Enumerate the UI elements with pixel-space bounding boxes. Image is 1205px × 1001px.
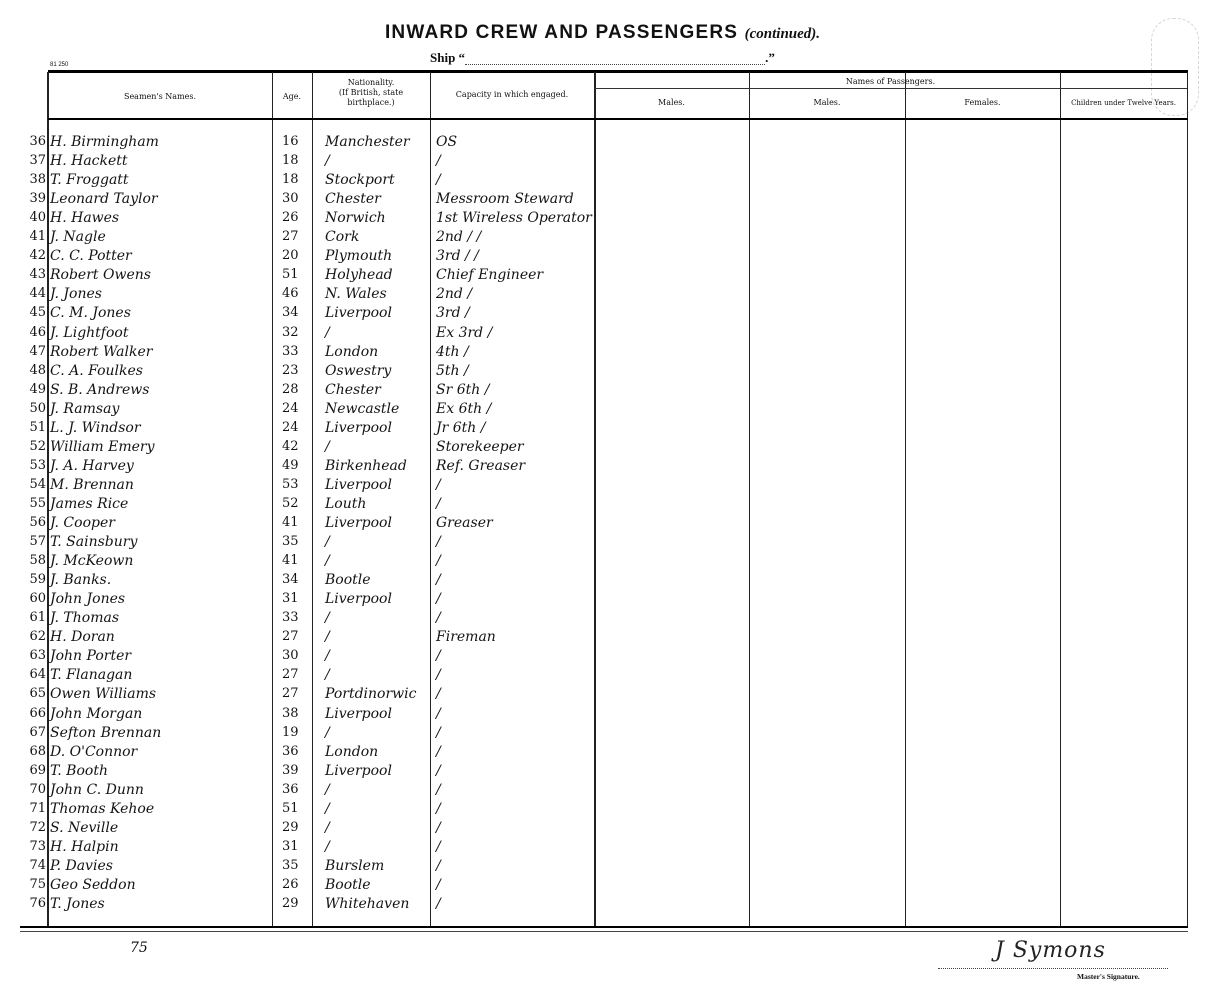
seaman-age: 32 [282, 324, 299, 340]
seaman-name: J. Thomas [50, 610, 120, 627]
seaman-age: 34 [282, 305, 299, 321]
bottom-rule [20, 926, 1188, 928]
seaman-name: S. B. Andrews [50, 381, 150, 398]
seaman-name: J. Banks. [50, 572, 112, 589]
table-row [20, 286, 600, 305]
seaman-age: 16 [282, 134, 299, 149]
seaman-nationality: / [325, 667, 330, 684]
seaman-capacity: Ex 3rd / [436, 324, 493, 341]
header-females: Females. [964, 98, 1001, 107]
seaman-nationality: Liverpool [325, 515, 392, 531]
seaman-name: John C. Dunn [50, 781, 144, 798]
table-row [20, 153, 600, 172]
signature-label: Master's Signature. [1077, 972, 1140, 981]
table-row [20, 648, 600, 667]
signature-line [938, 968, 1168, 969]
crew-number: 53 [29, 457, 46, 473]
seaman-age: 24 [282, 419, 299, 435]
seaman-name: J. Ramsay [50, 400, 120, 417]
seaman-name: H. Doran [50, 629, 115, 646]
seaman-nationality: Liverpool [325, 419, 392, 436]
title-text: INWARD CREW AND PASSENGERS [384, 22, 739, 43]
seaman-name: T. Jones [50, 896, 105, 912]
seaman-age: 27 [282, 229, 299, 245]
table-row [20, 667, 600, 686]
table-row [20, 820, 600, 839]
seaman-nationality: Oswestry [325, 362, 392, 379]
seaman-name: T. Froggatt [50, 172, 129, 189]
column-divider [905, 72, 906, 927]
seaman-age: 36 [282, 743, 299, 759]
seaman-capacity: / [436, 686, 441, 703]
seaman-name: L. J. Windsor [50, 419, 141, 436]
crew-number: 57 [29, 534, 46, 550]
seaman-name: H. Halpin [50, 838, 119, 855]
table-row [20, 706, 600, 725]
table-row [20, 534, 600, 553]
seaman-age: 27 [282, 629, 299, 645]
seaman-capacity: / [436, 495, 441, 512]
crew-number: 45 [29, 305, 46, 321]
seaman-nationality: / [325, 534, 330, 551]
seaman-nationality: Liverpool [325, 591, 392, 608]
seaman-capacity: Fireman [436, 629, 496, 646]
seaman-capacity: / [436, 610, 441, 627]
header-males-2: Males. [813, 98, 841, 107]
seaman-capacity: / [436, 800, 441, 817]
seaman-nationality: / [325, 553, 330, 570]
seaman-nationality: Holyhead [325, 267, 393, 284]
passengers-subrule [594, 88, 1187, 89]
seaman-nationality: / [325, 629, 330, 646]
table-row [20, 363, 600, 382]
seaman-nationality: Stockport [325, 172, 395, 189]
table-row [20, 458, 600, 477]
ship-name-blank [465, 54, 765, 65]
crew-number: 72 [29, 819, 46, 835]
crew-number: 40 [29, 210, 46, 226]
seaman-capacity: Sr 6th / [436, 381, 490, 398]
seaman-age: 30 [282, 191, 299, 207]
seaman-age: 52 [282, 495, 299, 511]
seaman-nationality: London [325, 743, 379, 760]
seaman-age: 34 [282, 572, 299, 588]
seaman-capacity: 3rd / / [436, 248, 479, 265]
seaman-age: 51 [282, 800, 299, 816]
table-row [20, 191, 600, 210]
crew-number: 76 [29, 896, 46, 911]
seaman-nationality: / [325, 438, 330, 455]
table-row [20, 629, 600, 648]
seaman-name: Robert Walker [50, 343, 153, 360]
column-divider [749, 72, 750, 927]
seaman-capacity: 2nd / / [436, 229, 482, 246]
seaman-nationality: Louth [325, 495, 367, 512]
header-age: Age. [282, 92, 302, 101]
crew-number: 36 [29, 134, 46, 149]
seaman-name: C. M. Jones [50, 305, 131, 322]
seaman-name: Geo Seddon [50, 876, 136, 893]
seaman-age: 18 [282, 153, 299, 169]
crew-number: 61 [29, 610, 46, 626]
seaman-age: 51 [282, 267, 299, 283]
table-row [20, 305, 600, 324]
header-passengers: Names of Passengers. [845, 77, 936, 86]
seaman-nationality: / [325, 153, 330, 170]
seaman-nationality: Newcastle [325, 400, 400, 417]
crew-number: 69 [29, 762, 46, 778]
table-row [20, 134, 600, 153]
seaman-capacity: / [436, 553, 441, 570]
crew-number: 64 [29, 667, 46, 683]
table-row [20, 572, 600, 591]
seaman-capacity: Greaser [436, 515, 493, 531]
seaman-name: Owen Williams [50, 686, 157, 703]
table-row [20, 896, 600, 915]
seaman-age: 41 [282, 515, 299, 530]
table-row [20, 877, 600, 896]
crew-number: 68 [29, 743, 46, 759]
seaman-capacity: / [436, 572, 441, 589]
seaman-age: 30 [282, 648, 299, 664]
table-row [20, 686, 600, 705]
seaman-age: 31 [282, 591, 299, 607]
header-capacity: Capacity in which engaged. [455, 90, 569, 99]
seaman-name: P. Davies [50, 857, 113, 874]
seaman-nationality: / [325, 610, 330, 627]
table-row [20, 515, 600, 534]
seaman-nationality: Burslem [325, 857, 385, 874]
seaman-capacity: Ref. Greaser [436, 457, 526, 474]
seaman-age: 38 [282, 705, 299, 721]
seaman-name: J. Cooper [50, 515, 115, 531]
seaman-name: D. O'Connor [50, 743, 138, 760]
seaman-nationality: Liverpool [325, 705, 392, 722]
seaman-capacity: / [436, 705, 441, 722]
seaman-age: 39 [282, 762, 299, 778]
seaman-name: J. Jones [50, 286, 102, 303]
seaman-nationality: Whitehaven [325, 896, 410, 912]
crew-number: 48 [29, 362, 46, 378]
seaman-age: 35 [282, 534, 299, 550]
table-row [20, 725, 600, 744]
seaman-nationality: Bootle [325, 876, 371, 893]
seaman-capacity: 5th / [436, 362, 469, 379]
seaman-age: 24 [282, 400, 299, 416]
seaman-age: 31 [282, 838, 299, 854]
crew-number: 71 [29, 800, 46, 816]
table-row [20, 744, 600, 763]
table-row [20, 248, 600, 267]
seaman-age: 49 [282, 457, 299, 473]
seaman-name: J. McKeown [50, 553, 134, 570]
seaman-age: 19 [282, 724, 299, 740]
seaman-nationality: / [325, 819, 330, 836]
seaman-age: 33 [282, 610, 299, 626]
header-rule [48, 118, 1188, 120]
header-males-1: Males. [658, 98, 685, 107]
table-row [20, 496, 600, 515]
seaman-capacity: / [436, 743, 441, 760]
table-row [20, 763, 600, 782]
seaman-name: T. Sainsbury [50, 534, 138, 551]
seaman-nationality: Liverpool [325, 762, 392, 779]
nationality-note-2: birthplace.) [347, 98, 395, 107]
seaman-capacity: / [436, 534, 441, 551]
crew-number: 73 [29, 838, 46, 854]
seaman-name: H. Hackett [50, 153, 128, 170]
crew-number: 44 [29, 286, 46, 302]
seaman-name: John Jones [50, 591, 126, 608]
seaman-capacity: / [436, 153, 441, 170]
seaman-name: H. Hawes [50, 210, 120, 227]
crew-number: 38 [29, 172, 46, 188]
seaman-capacity: / [436, 819, 441, 836]
seaman-capacity: Ex 6th / [436, 400, 492, 417]
table-row [20, 782, 600, 801]
seaman-name: John Morgan [50, 705, 143, 722]
nationality-note-1: (If British, state [338, 88, 404, 97]
seaman-name: C. A. Foulkes [50, 362, 143, 379]
seaman-capacity: / [436, 648, 441, 665]
seaman-age: 53 [282, 476, 299, 492]
page-title [0, 22, 1205, 44]
crew-number: 75 [29, 876, 46, 892]
table-row [20, 210, 600, 229]
seaman-age: 23 [282, 362, 299, 378]
ship-label: Ship “ [430, 50, 466, 65]
crew-number: 63 [29, 648, 46, 664]
crew-number: 52 [29, 438, 46, 454]
seaman-age: 27 [282, 667, 299, 683]
crew-number: 70 [29, 781, 46, 797]
seaman-name: J. A. Harvey [50, 457, 134, 474]
seaman-name: Robert Owens [50, 267, 151, 284]
top-rule [48, 70, 1188, 73]
seaman-nationality: Chester [325, 381, 381, 398]
nationality-label: Nationality. [347, 78, 395, 87]
crew-number: 66 [29, 705, 46, 721]
table-row [20, 325, 600, 344]
seaman-age: 28 [282, 381, 299, 397]
seaman-nationality: Birkenhead [325, 457, 407, 474]
seaman-nationality: Liverpool [325, 305, 392, 322]
table-row [20, 591, 600, 610]
ship-line [430, 50, 775, 66]
seaman-nationality: Portdinorwic [325, 686, 417, 703]
crew-number: 42 [29, 248, 46, 264]
seaman-nationality: Manchester [325, 134, 410, 150]
crew-number: 50 [29, 400, 46, 416]
seaman-capacity: / [436, 172, 441, 189]
seaman-name: William Emery [50, 438, 155, 455]
seaman-age: 26 [282, 876, 299, 892]
seaman-capacity: / [436, 476, 441, 493]
seaman-capacity: 1st Wireless Operator [436, 210, 592, 227]
seaman-nationality: / [325, 800, 330, 817]
seaman-age: 18 [282, 172, 299, 188]
seaman-name: S. Neville [50, 819, 119, 836]
seaman-name: Thomas Kehoe [50, 800, 155, 817]
table-row [20, 477, 600, 496]
seaman-capacity: 3rd / [436, 305, 470, 322]
seaman-capacity: OS [436, 134, 458, 150]
table-row [20, 839, 600, 858]
seaman-age: 36 [282, 781, 299, 797]
header-children: Children under Twelve Years. [1071, 99, 1176, 107]
crew-number: 55 [29, 495, 46, 511]
master-signature: J Symons [995, 938, 1106, 963]
seaman-name: T. Flanagan [50, 667, 133, 684]
seaman-capacity: 4th / [436, 343, 469, 360]
crew-number: 47 [29, 343, 46, 359]
seaman-age: 42 [282, 438, 299, 454]
seaman-name: H. Birmingham [50, 134, 159, 150]
table-row [20, 801, 600, 820]
crew-number: 74 [29, 857, 46, 873]
seaman-capacity: / [436, 724, 441, 741]
column-divider [1060, 72, 1061, 927]
crew-number: 49 [29, 381, 46, 397]
seaman-nationality: Liverpool [325, 476, 392, 493]
seaman-age: 33 [282, 343, 299, 359]
ship-end: .” [765, 50, 775, 65]
table-row [20, 172, 600, 191]
crew-number: 59 [29, 572, 46, 588]
crew-tally: 75 [130, 940, 148, 956]
seaman-nationality: Norwich [325, 210, 386, 227]
seaman-capacity: Jr 6th / [436, 419, 486, 436]
column-divider [1187, 72, 1188, 927]
seaman-capacity: / [436, 876, 441, 893]
seaman-capacity: Storekeeper [436, 438, 524, 455]
crew-number: 43 [29, 267, 46, 283]
seaman-nationality: / [325, 324, 330, 341]
seaman-name: C. C. Potter [50, 248, 132, 265]
seaman-capacity: / [436, 591, 441, 608]
table-row [20, 553, 600, 572]
seaman-nationality: / [325, 781, 330, 798]
seaman-nationality: / [325, 838, 330, 855]
crew-number: 37 [29, 153, 46, 169]
crew-number: 58 [29, 553, 46, 569]
seaman-name: T. Booth [50, 762, 108, 779]
seaman-age: 41 [282, 553, 299, 569]
seaman-name: John Porter [50, 648, 132, 665]
seaman-capacity: / [436, 838, 441, 855]
seaman-age: 35 [282, 857, 299, 873]
seaman-capacity: / [436, 857, 441, 874]
table-row [20, 439, 600, 458]
seaman-name: James Rice [50, 495, 129, 512]
seaman-name: J. Nagle [50, 229, 106, 246]
seaman-age: 20 [282, 248, 299, 264]
seaman-name: J. Lightfoot [50, 324, 129, 341]
table-row [20, 344, 600, 363]
seaman-nationality: / [325, 648, 330, 665]
seaman-capacity: 2nd / [436, 286, 473, 303]
seaman-capacity: / [436, 667, 441, 684]
table-row [20, 420, 600, 439]
crew-number: 54 [29, 476, 46, 492]
crew-number: 39 [29, 191, 46, 207]
crew-number: 56 [29, 515, 46, 530]
form-number: 81 250 [50, 62, 69, 68]
seaman-age: 27 [282, 686, 299, 702]
seaman-nationality: Plymouth [325, 248, 393, 265]
crew-number: 67 [29, 724, 46, 740]
seaman-capacity: / [436, 781, 441, 798]
header-seamen-names: Seamen's Names. [123, 92, 197, 101]
seaman-name: Leonard Taylor [50, 191, 158, 208]
crew-number: 60 [29, 591, 46, 607]
seaman-name: Sefton Brennan [50, 724, 162, 741]
seaman-age: 26 [282, 210, 299, 226]
seaman-nationality: N. Wales [325, 286, 387, 303]
table-row [20, 858, 600, 877]
seaman-age: 46 [282, 286, 299, 302]
crew-number: 51 [29, 419, 46, 435]
table-row [20, 610, 600, 629]
title-suffix: (continued). [744, 26, 821, 42]
seaman-capacity: Chief Engineer [436, 267, 544, 284]
seaman-name: M. Brennan [50, 476, 134, 493]
seaman-capacity: / [436, 762, 441, 779]
seaman-nationality: Cork [325, 229, 360, 246]
table-row [20, 382, 600, 401]
table-row [20, 401, 600, 420]
seaman-age: 29 [282, 819, 299, 835]
seaman-capacity: / [436, 896, 441, 912]
header-nationality [312, 78, 430, 108]
seaman-nationality: Bootle [325, 572, 371, 589]
crew-number: 62 [29, 629, 46, 645]
crew-number: 46 [29, 324, 46, 340]
seaman-nationality: / [325, 724, 330, 741]
crew-number: 65 [29, 686, 46, 702]
seaman-age: 29 [282, 896, 299, 911]
bottom-rule-thin [20, 931, 1188, 932]
seaman-nationality: Chester [325, 191, 381, 208]
seaman-nationality: London [325, 343, 379, 360]
table-row [20, 229, 600, 248]
seaman-capacity: Messroom Steward [436, 191, 574, 208]
table-row [20, 267, 600, 286]
crew-number: 41 [29, 229, 46, 245]
